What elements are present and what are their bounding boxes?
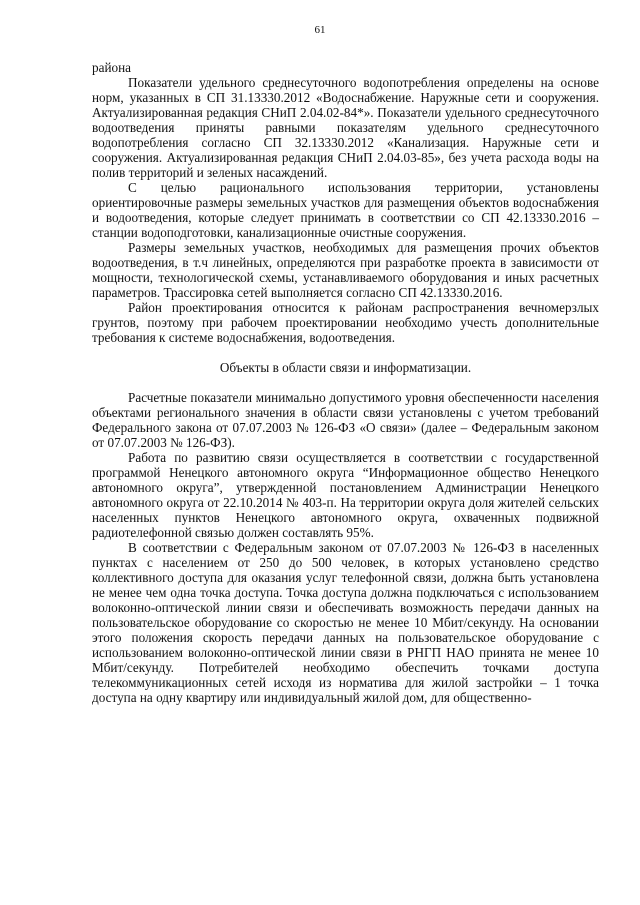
paragraph-plot-sizes: Размеры земельных участков, необходимых для размещения прочих объектов водоотведения, в т.ч линейных, определяются при разработке проекта в зависимости от мощности, технологической схемы, устанавливаемого оборудования и иных расчетных параметров. Трассировка сетей выполняется согласно СП 42.13330.2016.	[92, 240, 599, 300]
paragraph-access-points: В соответствии с Федеральным законом от 07.07.2003 № 126-ФЗ в населенных пунктах с населением от 250 до 500 человек, в которых установлено средство коллективного доступа для оказания услуг телефонной связи, должна быть установлена не менее чем одна точка доступа. Точка доступа должна подключаться с использованием волоконно-оптической линии связи и обеспечивать возможность передачи данных на пользовательское оборудование со скоростью не менее 10 Мбит/секунду. На основании этого положения скорость передачи данных на пользовательское оборудование с использованием волоконно-оптической линии связи в РНГП НАО принята не менее 10 Мбит/секунду. Потребителей необходимо обеспечить точками доступа телекоммуникационных сетей исходя из норматива для жилой застройки – 1 точка доступа на одну квартиру или индивидуальный жилой дом, для общественно-	[92, 540, 599, 705]
paragraph-communication-indicators: Расчетные показатели минимально допустимого уровня обеспеченности населения объектами регионального значения в области связи установлены с учетом требований Федерального закона от 07.07.2003 № 126-ФЗ «О связи» (далее – Федеральным законом от 07.07.2003 № 126-ФЗ).	[92, 390, 599, 450]
paragraph-land-plots: С целью рационального использования территории, установлены ориентировочные размеры земельных участков для размещения объектов водоснабжения и водоотведения, которые следует принимать в соответствии со СП 42.13330.2016 – станции водоподготовки, канализационные очистные сооружения.	[92, 180, 599, 240]
spacer	[92, 345, 599, 360]
document-body	[92, 60, 599, 705]
spacer	[92, 375, 599, 390]
page-number: 61	[314, 24, 326, 36]
paragraph-continuation: района	[92, 60, 132, 75]
paragraph-permafrost: Район проектирования относится к районам распространения вечномерзлых грунтов, поэтому при рабочем проектировании необходимо учесть дополнительные требования к системе водоснабжения, водоотведения.	[92, 300, 599, 345]
section-heading: Объекты в области связи и информатизации.	[219, 360, 472, 375]
paragraph-water-consumption: Показатели удельного среднесуточного водопотребления определены на основе норм, указанных в СП 31.13330.2012 «Водоснабжение. Наружные сети и сооружения. Актуализированная редакция СНиП 2.04.02-84*». Показатели удельного среднесуточного водоотведения приняты равными показателям удельного среднесуточного водопотребления согласно СП 32.13330.2012 «Канализация. Наружные сети и сооружения. Актуализированная редакция СНиП 2.04.03-85», без учета расхода воды на полив территорий и зеленых насаждений.	[92, 75, 599, 180]
paragraph-state-program: Работа по развитию связи осуществляется в соответствии с государственной программой Ненецкого автономного округа “Информационное общество Ненецкого автономного округа”, утвержденной постановлением Администрации Ненецкого автономного округа от 22.10.2014 № 403-п. На территории округа доля жителей сельских населенных пунктов Ненецкого автономного округа, охваченных подвижной радиотелефонной связью должен составлять 95%.	[92, 450, 599, 540]
